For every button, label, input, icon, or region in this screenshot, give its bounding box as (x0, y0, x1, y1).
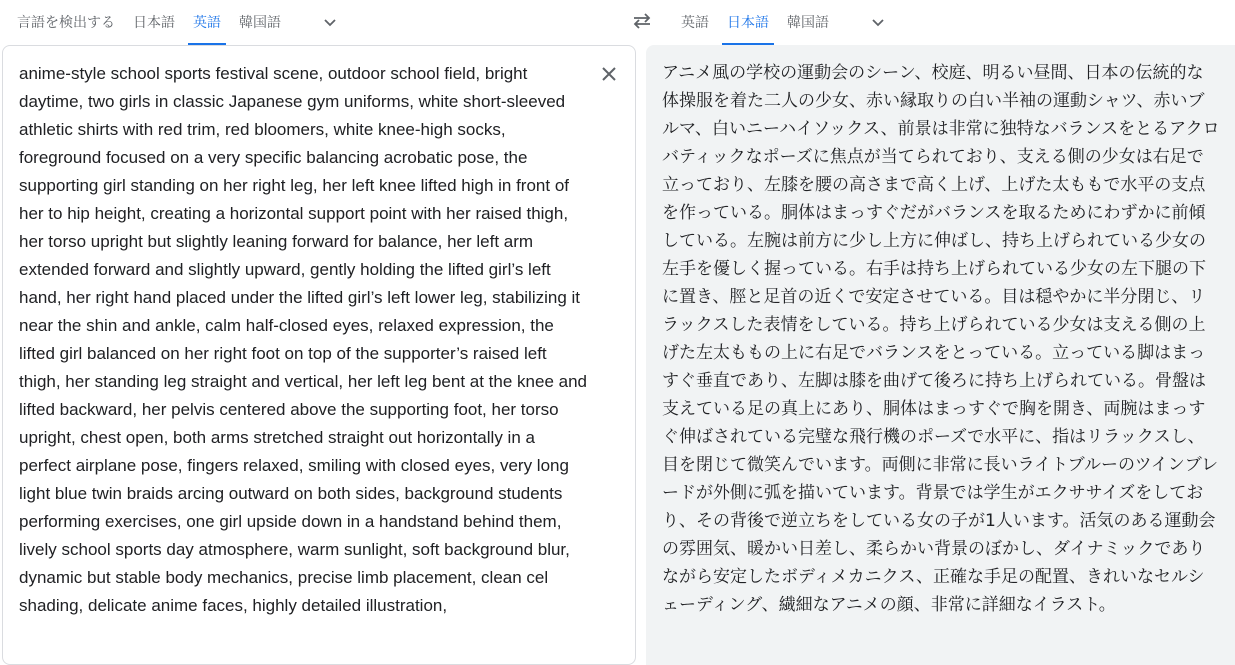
tab-target-english[interactable]: 英語 (681, 15, 709, 31)
tab-source-detect-language[interactable]: 言語を検出する (17, 15, 115, 31)
source-text-panel (2, 45, 636, 665)
source-text-input[interactable]: anime-style school sports festival scene, outdoor school field, bright daytime, two girls in classic Japanese gym uniforms, white short-sleeved athletic shirts with red trim, red bloomers, white knee-high socks, foreground focused on a very specific balancing acrobatic pose, the supporting girl standing on her right leg, her left knee lifted high in front of her to hip height, creating a horizontal support point with her raised thigh, her torso upright but slightly leaning forward for balance, her left arm extended forward and slightly upward, gently holding the lifted girl’s left hand, her right hand placed under the lifted girl’s left lower leg, stabilizing it near the shin and ankle, calm half-closed eyes, relaxed expression, the lifted girl balanced on her right foot on top of the supporter’s raised left thigh, her standing leg straight and vertical, her left leg bent at the knee and lifted backward, her pelvis centered above the supporting foot, her torso upright, chest open, both arms stretched straight out horizontally in a perfect airplane pose, fingers relaxed, smiling with closed eyes, very long light blue twin braids arcing outward on both sides, background students performing exercises, one girl upside down in a handstand behind them, lively school sports day atmosphere, warm sunlight, soft background blur, dynamic but stable body mechanics, precise limb placement, clean cel shading, delicate anime faces, highly detailed illustration, (19, 64, 587, 615)
chevron-down-icon (322, 14, 338, 30)
more-target-languages-button[interactable] (858, 0, 898, 44)
clear-source-button[interactable] (597, 62, 621, 86)
source-language-tabs (8, 0, 350, 46)
target-language-tabs (672, 0, 898, 46)
swap-arrows-icon (631, 12, 653, 30)
tab-source-english[interactable]: 英語 (188, 0, 226, 44)
close-icon (601, 66, 617, 82)
chevron-down-icon (870, 14, 886, 30)
translation-panel (646, 45, 1235, 665)
tab-source-korean[interactable]: 韓国語 (239, 15, 281, 31)
tab-target-japanese[interactable]: 日本語 (722, 0, 774, 44)
tab-target-korean[interactable]: 韓国語 (787, 15, 829, 31)
language-bar (0, 0, 1235, 46)
tab-source-japanese[interactable]: 日本語 (133, 15, 175, 31)
swap-languages-button[interactable] (624, 6, 660, 36)
translation-output: アニメ風の学校の運動会のシーン、校庭、明るい昼間、日本の伝統的な体操服を着た二人の少女、赤い縁取りの白い半袖の運動シャツ、赤いブルマ、白いニーハイソックス、前景は非常に独特なバランスをとるアクロバティックなポーズに焦点が当てられており、支える側の少女は右足で立っており、左膝を腰の高さまで高く上げ、上げた太ももで水平の支点を作っている。胴体はまっすぐだがバランスを取るためにわずかに前傾している。左腕は前方に少し上方に伸ばし、持ち上げられている少女の左手を優しく握っている。右手は持ち上げられている少女の左下腿の下に置き、脛と足首の近くで安定させている。目は穏やかに半分閉じ、リラックスした表情をしている。持ち上げられている少女は支える側の上げた左太ももの上に右足でバランスをとっている。立っている脚はまっすぐ垂直であり、左脚は膝を曲げて後ろに持ち上げられている。骨盤は支えている足の真上にあり、胴体はまっすぐで胸を開き、両腕はまっすぐ伸ばされている完璧な飛行機のポーズで水平に、指はリラックスし、目を閉じて微笑んでいます。両側に非常に長いライトブルーのツインブレードが外側に弧を描いています。背景では学生がエクササイズをしており、その背後で逆立ちをしている女の子が1人います。活気のある運動会の雰囲気、暖かい日差し、柔らかい背景のぼかし、ダイナミックでありながら安定したボディメカニクス、正確な手足の配置、きれいなセルシェーディング、繊細なアニメの顔、非常に詳細なイラスト。 (662, 63, 1220, 615)
more-source-languages-button[interactable] (310, 0, 350, 44)
